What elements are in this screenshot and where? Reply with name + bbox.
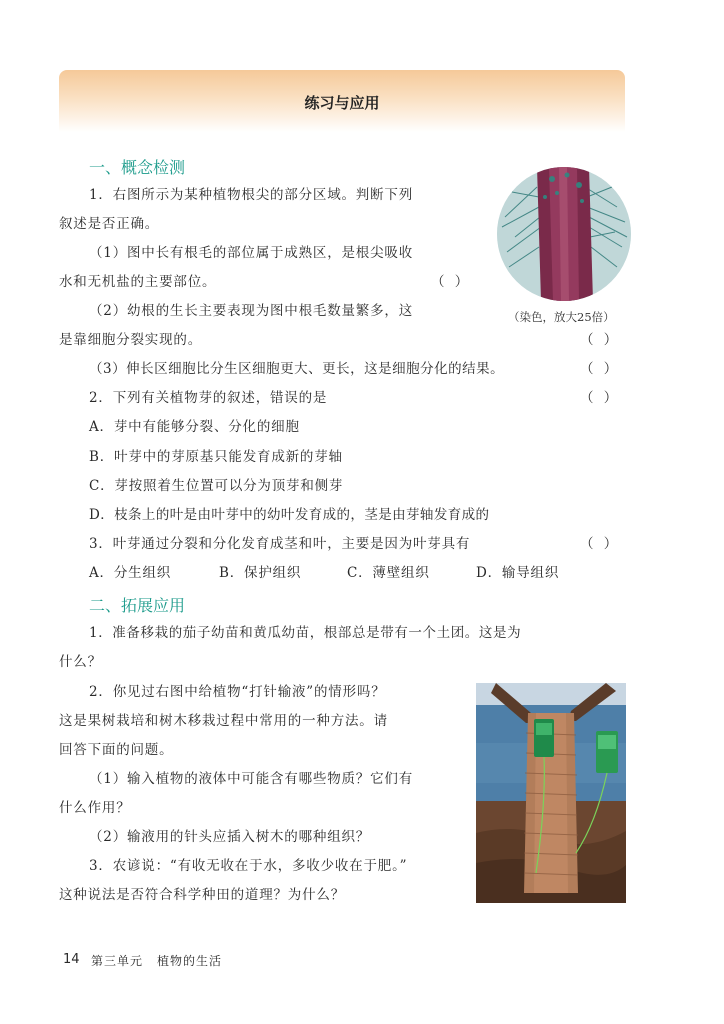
q1-stem-line2: 叙述是否正确。 xyxy=(59,216,160,232)
root-tip-micrograph xyxy=(497,167,631,301)
page-number: 14 xyxy=(63,952,80,967)
answer-blank: （ ） xyxy=(580,390,621,406)
q3-option-a: A．分生组织 xyxy=(89,565,172,581)
q2-option-d: D．枝条上的叶是由叶芽中的幼叶发育成的，茎是由芽轴发育成的 xyxy=(89,507,490,523)
ext-q3-line2: 这种说法是否符合科学种田的道理？为什么？ xyxy=(59,887,345,903)
ext-q2-sub2: （2）输液用的针头应插入树木的哪种组织？ xyxy=(89,829,371,845)
answer-blank: （ ） xyxy=(580,536,621,552)
ext-q2-line1: 2．你见过右图中给植物“打针输液”的情形吗？ xyxy=(89,684,386,700)
q3-option-d: D．输导组织 xyxy=(476,565,560,581)
q1-statement1-line2: 水和无机盐的主要部位。 xyxy=(59,274,217,290)
ext-q2-sub1-line1: （1）输入植物的液体中可能含有哪些物质？它们有 xyxy=(89,771,413,787)
section-heading-concept-check: 一、概念检测 xyxy=(89,158,186,177)
ext-q2-line3: 回答下面的问题。 xyxy=(59,742,174,758)
answer-blank: （ ） xyxy=(580,361,621,377)
q1-statement2-line1: （2）幼根的生长主要表现为图中根毛数量繁多，这 xyxy=(89,303,413,319)
footer-chapter: 植物的生活 xyxy=(157,954,223,968)
tree-infusion-photo xyxy=(476,683,626,903)
q2-option-b: B．叶芽中的芽原基只能发育成新的芽轴 xyxy=(89,449,343,465)
ext-q1-line2: 什么？ xyxy=(59,654,102,670)
q3-stem: 3．叶芽通过分裂和分化发育成茎和叶，主要是因为叶芽具有 xyxy=(89,536,471,552)
q3-option-c: C．薄壁组织 xyxy=(347,565,430,581)
q1-stem-line1: 1．右图所示为某种植物根尖的部分区域。判断下列 xyxy=(89,187,413,203)
figure-caption: （染色，放大25倍） xyxy=(508,310,615,324)
ext-q1-line1: 1．准备移栽的茄子幼苗和黄瓜幼苗，根部总是带有一个土团。这是为 xyxy=(89,625,522,641)
q1-statement2-line2: 是靠细胞分裂实现的。 xyxy=(59,332,202,348)
q2-option-a: A．芽中有能够分裂、分化的细胞 xyxy=(89,419,300,435)
q2-option-c: C．芽按照着生位置可以分为顶芽和侧芽 xyxy=(89,478,344,494)
q1-statement3: （3）伸长区细胞比分生区细胞更大、更长，这是细胞分化的结果。 xyxy=(89,361,505,377)
ext-q3-line1: 3．农谚说：“有收无收在于水，多收少收在于肥。” xyxy=(89,858,408,874)
q1-statement1-line1: （1）图中长有根毛的部位属于成熟区，是根尖吸收 xyxy=(89,245,413,261)
answer-blank: （ ） xyxy=(431,274,472,290)
footer-unit: 第三单元 xyxy=(91,954,144,968)
section-heading-extension: 二、拓展应用 xyxy=(89,596,186,615)
ext-q2-line2: 这是果树栽培和树木移栽过程中常用的一种方法。请 xyxy=(59,713,388,729)
section-banner xyxy=(59,70,625,132)
q3-option-b: B．保护组织 xyxy=(219,565,302,581)
q2-stem: 2．下列有关植物芽的叙述，错误的是 xyxy=(89,390,328,406)
page-title: 练习与应用 xyxy=(304,94,380,112)
answer-blank: （ ） xyxy=(580,332,621,348)
ext-q2-sub1-line2: 什么作用？ xyxy=(59,800,131,816)
